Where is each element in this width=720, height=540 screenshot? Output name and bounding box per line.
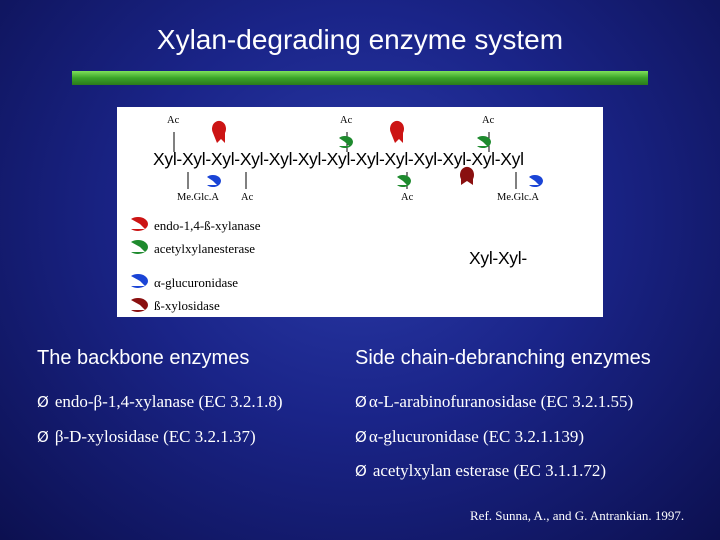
top-label-ac: Ac xyxy=(482,115,495,126)
title-underline-bar xyxy=(72,71,648,85)
backbone-enzymes-heading: The backbone enzymes xyxy=(37,347,250,369)
legend-xylosidase-icon xyxy=(131,298,148,312)
top-label-ac: Ac xyxy=(340,115,353,126)
backbone-enzyme-item: Ø endo-β-1,4-xylanase (EC 3.2.1.8) xyxy=(37,392,283,411)
slide-title: Xylan-degrading enzyme system xyxy=(156,24,564,55)
bullet-arrow-icon: Ø xyxy=(355,462,367,480)
glucuronidase-enzyme-icon xyxy=(207,175,221,187)
glucuronidase-enzyme-icon xyxy=(529,175,543,187)
backbone-enzyme-item: Ø β-D-xylosidase (EC 3.2.1.37) xyxy=(37,427,256,446)
legend-label-glucuronidase: α-glucuronidase xyxy=(154,275,239,290)
bottom-label-meglca: Me.Glc.A xyxy=(177,192,219,203)
side-chain-enzyme-item: Ø α-glucuronidase (EC 3.2.1.139) xyxy=(355,427,585,446)
side-chain-enzyme-item: Ø acetylxylan esterase (EC 3.1.1.72) xyxy=(355,461,607,480)
top-label-ac: Ac xyxy=(167,115,180,126)
legend-xylanase-icon xyxy=(131,217,148,231)
side-chain-enzymes-heading: Side chain-debranching enzymes xyxy=(355,347,651,369)
xylanase-enzyme-icon xyxy=(212,121,226,143)
bullet-arrow-icon: Ø xyxy=(355,393,367,411)
xylan-diagram xyxy=(117,107,603,317)
legend-glucuronidase-icon xyxy=(131,274,148,288)
product-xylobiose: Xyl-Xyl- xyxy=(469,248,527,268)
reference-citation: Ref. Sunna, A., and G. Antrankian. 1997. xyxy=(470,508,685,523)
legend-label-xylanase: endo-1,4-ß-xylanase xyxy=(154,218,261,233)
xylan-chain: Xyl-Xyl-Xyl-Xyl-Xyl-Xyl-Xyl-Xyl-Xyl-Xyl-Xyl-Xyl-Xyl xyxy=(153,149,524,169)
side-chain-enzyme-item: Ø α-L-arabinofuranosidase (EC 3.2.1.55) xyxy=(355,392,634,411)
bottom-label-meglca: Me.Glc.A xyxy=(497,192,539,203)
esterase-enzyme-icon xyxy=(339,136,353,148)
xylanase-enzyme-icon xyxy=(390,121,404,143)
bullet-arrow-icon: Ø xyxy=(355,428,367,446)
esterase-enzyme-icon xyxy=(397,175,411,187)
bullet-arrow-icon: Ø xyxy=(37,428,49,446)
bottom-label-ac: Ac xyxy=(241,192,254,203)
bottom-label-ac: Ac xyxy=(401,192,414,203)
legend-label-xylosidase: ß-xylosidase xyxy=(154,298,220,313)
bullet-arrow-icon: Ø xyxy=(37,393,49,411)
legend-label-esterase: acetylxylanesterase xyxy=(154,241,256,256)
legend-esterase-icon xyxy=(131,240,148,254)
